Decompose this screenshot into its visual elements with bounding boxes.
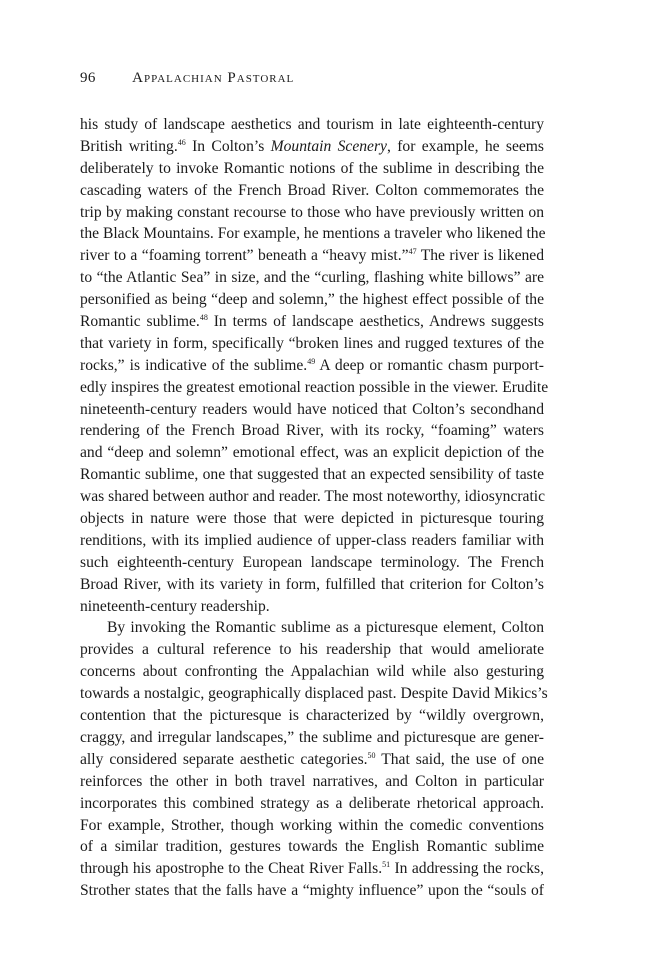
- text-line: [80, 836, 544, 858]
- text-line: [80, 727, 544, 749]
- text-line: [80, 858, 544, 880]
- text-line: [80, 793, 544, 815]
- text-run: That said, the use of one: [375, 750, 544, 768]
- text-run: that variety in form, specifically “broken lines and rugged textures of the: [80, 334, 544, 352]
- text-run: For example, Strother, though working within the comedic conventions: [80, 816, 544, 834]
- text-run: contention that the picturesque is characterized by “wildly overgrown,: [80, 707, 544, 725]
- text-run: the Black Mountains. For example, he mentions a traveler who likened the: [80, 225, 546, 243]
- text-run: nineteenth-century readership.: [80, 597, 270, 615]
- text-run: trip by making constant recourse to those who have previously written on: [80, 203, 544, 221]
- text-line: [80, 880, 544, 902]
- text-line: [80, 552, 544, 574]
- running-title: Appalachian Pastoral: [132, 70, 295, 86]
- text-run: concerns about confronting the Appalachian wild while also gesturing: [80, 663, 544, 681]
- text-run: ally considered separate aesthetic categories.: [80, 750, 368, 768]
- text-line: [80, 223, 544, 245]
- body-text: [80, 114, 549, 902]
- text-run: river to a “foaming torrent” beneath a “heavy mist.”: [80, 247, 409, 265]
- footnote-marker: 46: [177, 137, 186, 147]
- text-run: and “deep and solemn” emotional effect, was an explicit depiction of the: [80, 444, 544, 462]
- text-run: nineteenth-century readers would have noticed that Colton’s secondhand: [80, 400, 544, 418]
- footnote-marker: 50: [367, 750, 376, 760]
- text-run: , for example, he seems: [386, 137, 544, 155]
- text-line: [80, 574, 544, 596]
- text-line: [80, 661, 544, 683]
- text-line: [80, 508, 544, 530]
- text-line: [80, 180, 544, 202]
- text-run: In terms of landscape aesthetics, Andrews suggests: [207, 313, 544, 331]
- text-line: [80, 815, 544, 837]
- footnote-marker: 47: [408, 247, 417, 257]
- text-line: [80, 420, 544, 442]
- text-line: [80, 639, 544, 661]
- text-line: [80, 530, 544, 552]
- text-line: [80, 442, 544, 464]
- text-run: In Colton’s: [185, 137, 271, 155]
- text-run: Broad River, with its variety in form, fulfilled that criterion for Colton’s: [80, 575, 544, 593]
- text-run: objects in nature were those that were depicted in picturesque touring: [80, 510, 544, 528]
- text-run: rendering of the French Broad River, with its rocky, “foaming” waters: [80, 422, 544, 440]
- text-line: [80, 267, 544, 289]
- text-run: The river is likened: [416, 247, 545, 265]
- text-run: personified as being “deep and solemn,” the highest effect possible of the: [80, 291, 544, 309]
- text-line: [80, 289, 544, 311]
- text-line: [80, 399, 544, 421]
- text-line: [80, 136, 544, 158]
- text-run: incorporates this combined strategy as a deliberate rhetorical approach.: [80, 794, 544, 812]
- text-line: [80, 158, 544, 180]
- text-run: edly inspires the greatest emotional reaction possible in the viewer. Erudite: [80, 378, 549, 396]
- text-line: [80, 333, 544, 355]
- text-line: [80, 464, 544, 486]
- text-run: craggy, and irregular landscapes,” the sublime and picturesque are gener-: [80, 728, 544, 746]
- text-run: By invoking the Romantic sublime as a picturesque element, Colton: [107, 619, 544, 637]
- text-line: [80, 683, 548, 705]
- text-run: A deep or romantic chasm purport-: [315, 356, 545, 374]
- text-run: such eighteenth-century European landscape terminology. The French: [80, 553, 544, 571]
- text-run: provides a cultural reference to his readership that would ameliorate: [80, 641, 544, 659]
- text-run: towards a nostalgic, geographically displaced past. Despite David Mikics’s: [80, 685, 548, 703]
- text-run: British writing.: [80, 137, 178, 155]
- text-run: In addressing the rocks,: [390, 860, 544, 878]
- text-run: was shared between author and reader. The most noteworthy, idiosyncratic: [80, 488, 546, 506]
- text-run: cascading waters of the French Broad River. Colton commemorates the: [80, 181, 544, 199]
- text-line: [80, 749, 544, 771]
- text-line: [80, 486, 544, 508]
- footnote-marker: 49: [307, 356, 316, 366]
- text-line: [80, 617, 544, 639]
- text-run: through his apostrophe to the Cheat River Falls.: [80, 860, 383, 878]
- page-number: 96: [80, 70, 96, 86]
- text-line: [80, 355, 544, 377]
- text-line: [80, 114, 544, 136]
- footnote-marker: 51: [382, 860, 391, 870]
- text-line: [80, 705, 544, 727]
- text-run: to “the Atlantic Sea” in size, and the “curling, flashing white billows” are: [80, 269, 544, 287]
- text-line: [80, 596, 544, 618]
- text-run: of a similar tradition, gestures towards the English Romantic sublime: [80, 838, 544, 856]
- running-head: [80, 70, 294, 87]
- text-run: Romantic sublime.: [80, 313, 200, 331]
- text-line: [80, 202, 544, 224]
- text-line: [80, 771, 544, 793]
- text-run: Romantic sublime, one that suggested that an expected sensibility of taste: [80, 466, 544, 484]
- text-run: Strother states that the falls have a “mighty influence” upon the “souls of: [80, 882, 544, 900]
- text-line: [80, 245, 544, 267]
- text-run: renditions, with its implied audience of upper-class readers familiar with: [80, 531, 544, 549]
- text-line: [80, 377, 549, 399]
- text-run: deliberately to invoke Romantic notions of the sublime in describing the: [80, 159, 544, 177]
- text-run: his study of landscape aesthetics and tourism in late eighteenth-century: [80, 116, 544, 133]
- text-run: reinforces the other in both travel narratives, and Colton in particular: [80, 772, 544, 790]
- footnote-marker: 48: [199, 313, 208, 323]
- text-run: rocks,” is indicative of the sublime.: [80, 356, 308, 374]
- book-title: Mountain Scenery: [270, 137, 387, 155]
- text-line: [80, 311, 544, 333]
